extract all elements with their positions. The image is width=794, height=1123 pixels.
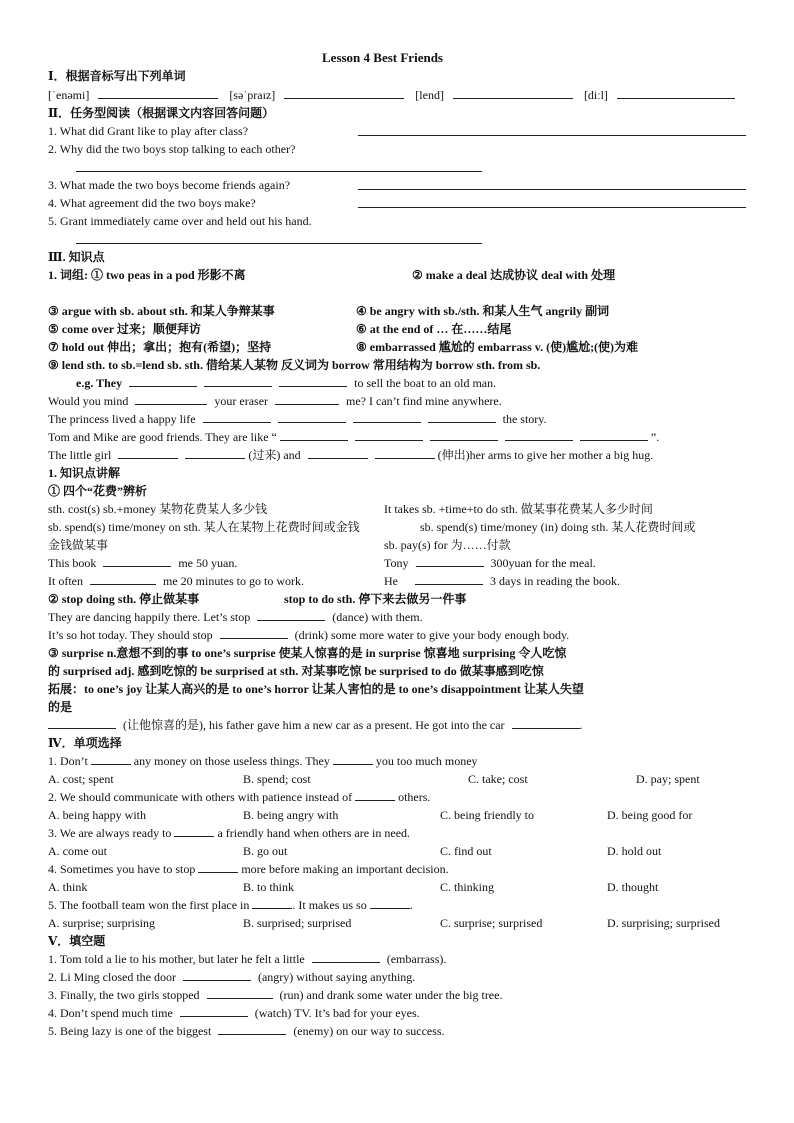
- answer-blank[interactable]: [353, 411, 421, 423]
- option-b[interactable]: B. surprised; surprised: [243, 916, 352, 930]
- answer-blank[interactable]: [453, 87, 573, 99]
- phrase-7: ⑦ hold out 伸出；拿出；抱有(希望)；坚持: [48, 340, 272, 354]
- answer-blank[interactable]: [203, 411, 271, 423]
- exercise-text: 300yuan for the meal.: [490, 556, 596, 570]
- question-text: 3. Finally, the two girls stopped: [48, 988, 200, 1002]
- answer-blank[interactable]: [370, 897, 410, 909]
- answer-blank[interactable]: [355, 429, 423, 441]
- exercise-text: It often: [48, 574, 83, 588]
- answer-blank[interactable]: [312, 951, 380, 963]
- reading-question: 4. What agreement did the two boys make?: [48, 196, 256, 210]
- question-text: you too much money: [375, 754, 478, 768]
- example-text: me? I can’t find mine anywhere.: [346, 394, 502, 408]
- stop-heading-b: stop to do sth. 停下来去做另一件事: [284, 592, 467, 606]
- example-text: Tom and Mike are good friends. They are like “: [48, 430, 277, 444]
- example-sentence: [48, 411, 547, 427]
- answer-blank[interactable]: [505, 429, 573, 441]
- option-d[interactable]: D. pay; spent: [636, 772, 700, 786]
- question-text: 3. We are always ready to: [48, 826, 172, 840]
- answer-blank[interactable]: [135, 393, 207, 405]
- example-text: your eraser: [214, 394, 269, 408]
- reading-question: 5. Grant immediately came over and held out his hand.: [48, 214, 312, 228]
- answer-blank[interactable]: [174, 825, 214, 837]
- section-5-heading: Ⅴ．填空题: [48, 934, 106, 948]
- usage-spend-doing: sb. spend(s) time/money (in) doing sth. 某人花费时间或: [420, 520, 696, 534]
- cost-exercise: [48, 555, 237, 571]
- exercise-text: me 20 minutes to go to work.: [163, 574, 304, 588]
- section-2-heading: Ⅱ．任务型阅读（根据课文内容回答问题）: [48, 106, 275, 120]
- answer-blank[interactable]: [98, 87, 218, 99]
- question-text: 5. Being lazy is one of the biggest: [48, 1024, 212, 1038]
- mc-question: [48, 825, 410, 841]
- mc-question: [48, 753, 478, 769]
- answer-blank[interactable]: [185, 447, 245, 459]
- option-c[interactable]: C. take; cost: [468, 772, 528, 786]
- section-1-heading: Ⅰ．根据音标写出下列单词: [48, 69, 186, 83]
- option-a[interactable]: A. surprise; surprising: [48, 916, 155, 930]
- usage-cost: sth. cost(s) sb.+money 某物花费某人多少钱: [48, 502, 268, 516]
- example-text: Would you mind: [48, 394, 129, 408]
- exercise-text: me 50 yuan.: [178, 556, 238, 570]
- phonetic-2: [səˈpraɪz]: [229, 88, 276, 102]
- phrase-5: ⑤ come over 过来；顺便拜访: [48, 322, 201, 336]
- fill-question: [48, 951, 446, 967]
- stop-exercise: [48, 627, 569, 643]
- answer-blank[interactable]: [308, 447, 368, 459]
- example-text: (过来) and: [248, 448, 301, 462]
- option-c[interactable]: C. find out: [440, 844, 492, 858]
- fill-question: [48, 969, 415, 985]
- reading-question: 3. What made the two boys become friends again?: [48, 178, 291, 192]
- answer-blank[interactable]: [257, 609, 325, 621]
- answer-blank[interactable]: [416, 555, 484, 567]
- example-sentence: [48, 429, 659, 445]
- usage-spend-on: sb. spend(s) time/money on sth. 某人在某物上花费时间或金钱: [48, 520, 360, 534]
- explanation-heading: 1. 知识点讲解: [48, 466, 121, 480]
- question-text: . It makes us so: [292, 898, 367, 912]
- question-text: 5. The football team won the first place in: [48, 898, 250, 912]
- answer-blank[interactable]: [284, 87, 404, 99]
- answer-blank[interactable]: [279, 375, 347, 387]
- option-b[interactable]: B. spend; cost: [243, 772, 311, 786]
- phrase-8: ⑧ embarrassed 尴尬的 embarrass v. (使)尴尬;(使)为难: [356, 340, 639, 354]
- answer-blank[interactable]: [183, 969, 251, 981]
- question-text: (watch) TV. It’s bad for your eyes.: [254, 1006, 420, 1020]
- fill-question: [48, 1005, 420, 1021]
- answer-blank[interactable]: [218, 1023, 286, 1035]
- surprise-exercise: [48, 717, 583, 733]
- phrase-1: 1. 词组: ① two peas in a pod 形影不离: [48, 268, 246, 282]
- question-text: 1. Tom told a lie to his mother, but later he felt a little: [48, 952, 305, 966]
- phonetic-3: [lend]: [415, 88, 444, 102]
- question-text: .: [409, 898, 413, 912]
- exercise-text: He: [384, 574, 398, 588]
- answer-line[interactable]: [76, 243, 482, 244]
- answer-blank[interactable]: [275, 393, 339, 405]
- exercise-text: This book: [48, 556, 97, 570]
- answer-blank[interactable]: [207, 987, 273, 999]
- example-text: The little girl: [48, 448, 112, 462]
- phrase-3: ③ argue with sb. about sth. 和某人争辩某事: [48, 304, 275, 318]
- usage-pay: sb. pay(s) for 为……付款: [384, 538, 511, 552]
- answer-blank[interactable]: [118, 447, 178, 459]
- exercise-text: They are dancing happily there. Let’s stop: [48, 610, 251, 624]
- answer-line[interactable]: [76, 171, 482, 172]
- question-text: (embarrass).: [386, 952, 447, 966]
- question-text: more before making an important decision.: [241, 862, 449, 876]
- answer-blank[interactable]: [90, 573, 156, 585]
- surprise-notes-cont: 的 surprised adj. 感到吃惊的 be surprised at sth. 对某事吃惊 be surprised to do 做某事感到吃惊: [48, 664, 544, 678]
- phrase-6: ⑥ at the end of … 在……结尾: [356, 322, 512, 336]
- option-a[interactable]: A. cost; spent: [48, 772, 114, 786]
- exercise-text: 3 days in reading the book.: [490, 574, 620, 588]
- answer-blank[interactable]: [204, 375, 272, 387]
- example-text: the story.: [502, 412, 547, 426]
- option-b[interactable]: B. being angry with: [243, 808, 339, 822]
- page-title: Lesson 4 Best Friends: [322, 50, 443, 65]
- example-sentence: [48, 447, 653, 463]
- example-text: to sell the boat to an old man.: [354, 376, 497, 390]
- answer-blank[interactable]: [355, 789, 395, 801]
- option-a[interactable]: A. come out: [48, 844, 107, 858]
- answer-blank[interactable]: [278, 411, 346, 423]
- question-text: (enemy) on our way to success.: [293, 1024, 445, 1038]
- exercise-text: (drink) some more water to give your body enough body.: [294, 628, 570, 642]
- answer-blank[interactable]: [180, 1005, 248, 1017]
- example-label: e.g. They: [76, 376, 123, 390]
- answer-blank[interactable]: [430, 429, 498, 441]
- option-b[interactable]: B. go out: [243, 844, 288, 858]
- question-text: (angry) without saying anything.: [257, 970, 416, 984]
- example-text: ”.: [650, 430, 660, 444]
- usage-take: It takes sb. +time+to do sth. 做某事花费某人多少时间: [384, 502, 653, 516]
- option-b[interactable]: B. to think: [243, 880, 295, 894]
- example-sentence: [48, 393, 502, 409]
- answer-line[interactable]: [358, 189, 746, 190]
- question-text: 2. We should communicate with others with patience instead of: [48, 790, 353, 804]
- answer-blank[interactable]: [333, 753, 373, 765]
- reading-question: 1. What did Grant like to play after class?: [48, 124, 249, 138]
- question-text: any money on those useless things. They: [133, 754, 330, 768]
- answer-blank[interactable]: [220, 627, 288, 639]
- stop-heading-a: ② stop doing sth. 停止做某事: [48, 592, 200, 606]
- question-text: others.: [398, 790, 431, 804]
- option-d[interactable]: D. being good for: [607, 808, 693, 822]
- section-3-heading: Ⅲ. 知识点: [48, 250, 105, 264]
- question-text: 2. Li Ming closed the door: [48, 970, 176, 984]
- option-c[interactable]: C. thinking: [440, 880, 495, 894]
- phonetic-4: [diːl]: [583, 88, 608, 102]
- answer-blank[interactable]: [617, 87, 735, 99]
- answer-line[interactable]: [358, 207, 746, 208]
- question-text: a friendly hand when others are in need.: [217, 826, 411, 840]
- exercise-text: (dance) with them.: [332, 610, 423, 624]
- phrase-9: ⑨ lend sth. to sb.=lend sb. sth. 借给某人某物 反义词为 borrow 常用结构为 borrow sth. from sb.: [48, 358, 541, 372]
- option-d[interactable]: D. surprising; surprised: [607, 916, 720, 930]
- answer-line[interactable]: [358, 135, 746, 136]
- answer-blank[interactable]: [129, 375, 197, 387]
- example-text: (伸出)her arms to give her mother a big hug.: [437, 448, 654, 462]
- exercise-text: It’s so hot today. They should stop: [48, 628, 213, 642]
- option-c[interactable]: C. surprise; surprised: [440, 916, 543, 930]
- answer-blank[interactable]: [103, 555, 171, 567]
- option-a[interactable]: A. being happy with: [48, 808, 146, 822]
- answer-blank[interactable]: [375, 447, 435, 459]
- question-text: (run) and drank some water under the big tree.: [279, 988, 503, 1002]
- exercise-text: Tony: [384, 556, 409, 570]
- option-a[interactable]: A. think: [48, 880, 88, 894]
- cost-exercise: [384, 573, 620, 589]
- surprise-notes: ③ surprise n.意想不到的事 to one’s surprise 使某人惊喜的是 in surprise 惊喜地 surprising 令人吃惊: [48, 646, 567, 660]
- exercise-text: .: [579, 718, 583, 732]
- cost-heading: ① 四个“花费”辨析: [48, 484, 148, 498]
- exercise-text: (让他惊喜的是), his father gave him a new car as a present. He got into the car: [123, 718, 505, 732]
- phonetic-1: [ˈenəmi]: [48, 88, 90, 102]
- example-text: The princess lived a happy life: [48, 412, 196, 426]
- answer-blank[interactable]: [252, 897, 292, 909]
- mc-question: [48, 897, 413, 913]
- mc-question: [48, 789, 430, 805]
- example-sentence: [76, 375, 496, 391]
- answer-blank[interactable]: [48, 717, 116, 729]
- section-4-heading: Ⅳ．单项选择: [48, 736, 122, 750]
- question-text: 4. Don’t spend much time: [48, 1006, 173, 1020]
- answer-blank[interactable]: [512, 717, 580, 729]
- mc-question: [48, 861, 449, 877]
- fill-question: [48, 1023, 445, 1039]
- answer-blank[interactable]: [91, 753, 131, 765]
- option-d[interactable]: D. hold out: [607, 844, 662, 858]
- answer-blank[interactable]: [415, 573, 483, 585]
- stop-exercise: [48, 609, 423, 625]
- question-text: 1. Don’t: [48, 754, 88, 768]
- usage-spend-cont: 金钱做某事: [48, 538, 109, 552]
- question-text: 4. Sometimes you have to stop: [48, 862, 196, 876]
- phrase-2: ② make a deal 达成协议 deal with 处理: [412, 268, 616, 282]
- answer-blank[interactable]: [580, 429, 648, 441]
- reading-question: 2. Why did the two boys stop talking to each other?: [48, 142, 296, 156]
- option-c[interactable]: C. being friendly to: [440, 808, 534, 822]
- fill-question: [48, 987, 502, 1003]
- extension-notes: 拓展：to one’s joy 让某人高兴的是 to one’s horror 让某人害怕的是 to one’s disappointment 让某人失望: [48, 682, 584, 696]
- option-d[interactable]: D. thought: [607, 880, 659, 894]
- phonetics-row: [48, 87, 735, 103]
- answer-blank[interactable]: [280, 429, 348, 441]
- phrase-4: ④ be angry with sb./sth. 和某人生气 angrily 副词: [356, 304, 610, 318]
- extension-notes-cont: 的是: [48, 700, 73, 714]
- cost-exercise: [48, 573, 304, 589]
- answer-blank[interactable]: [198, 861, 238, 873]
- cost-exercise: [384, 555, 596, 571]
- answer-blank[interactable]: [428, 411, 496, 423]
